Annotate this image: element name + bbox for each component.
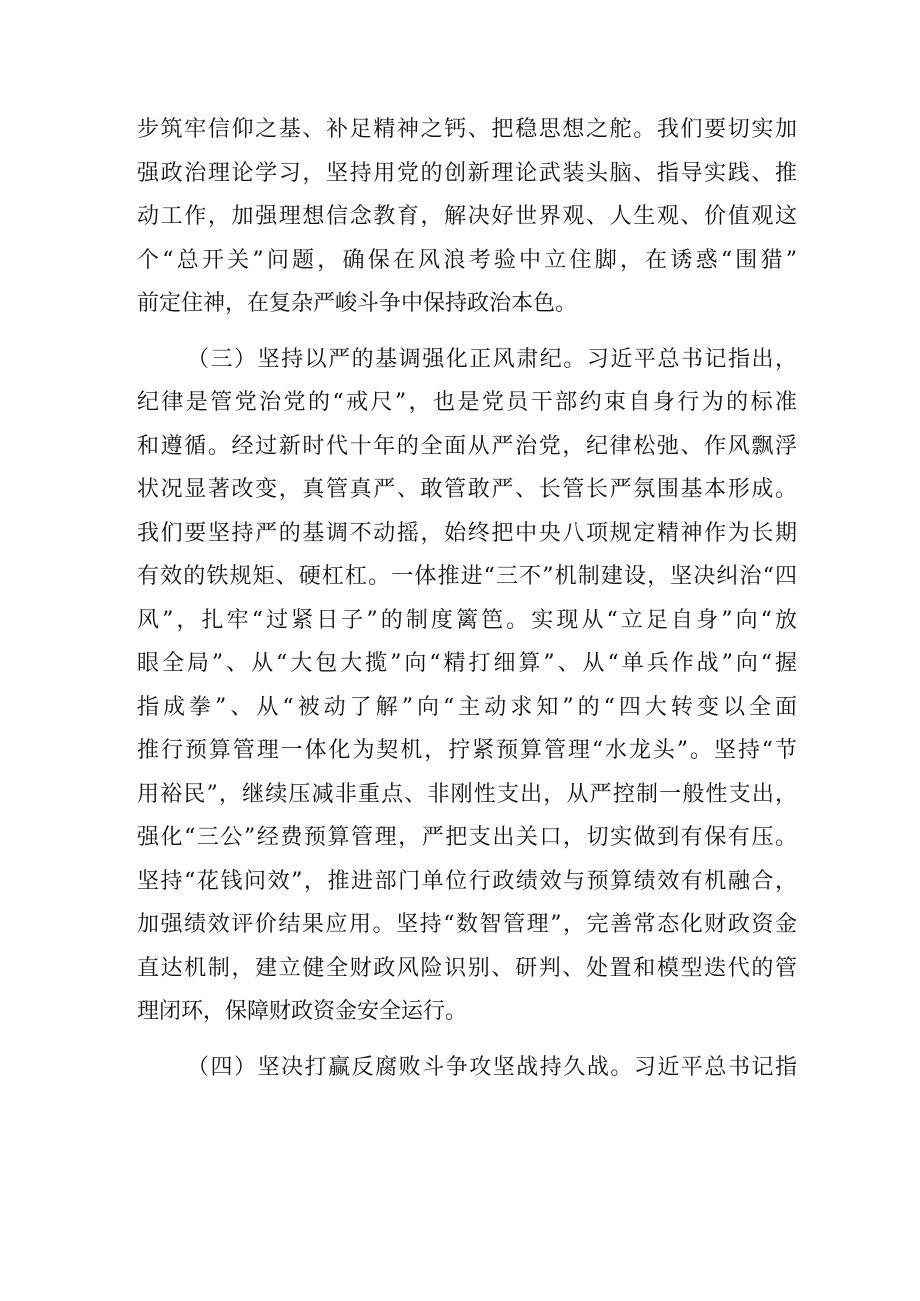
text-line: 动工作，加强理想信念教育，解决好世界观、人生观、价值观这 (137, 204, 797, 229)
text-line: 理闭环，保障财政资金安全运行。 (137, 999, 468, 1024)
paragraph-spacer (137, 326, 797, 338)
text-line: 用裕民”，继续压减非重点、非刚性支出，从严控制一般性支出， (137, 781, 797, 807)
document-body (137, 108, 797, 1089)
text-line: 状况显著改变，真管真严、敢管敢严、长管长严氛围基本形成。 (137, 477, 797, 502)
paragraph-section-4 (137, 1046, 797, 1090)
paragraph-continuation (137, 108, 797, 326)
paragraph-spacer (137, 1034, 797, 1046)
text-line: 直达机制，建立健全财政风险识别、研判、处置和模型迭代的管 (137, 955, 797, 981)
text-line: （三）坚持以严的基调强化正风肃纪。习近平总书记指出， (187, 346, 797, 372)
text-line: 个“总开关”问题，确保在风浪考验中立住脚，在诱惑“围猎” (137, 247, 797, 273)
text-line: 步筑牢信仰之基、补足精神之钙、把稳思想之舵。我们要切实加 (137, 117, 797, 142)
text-line: 强政治理论学习，坚持用党的创新理论武装头脑、指导实践、推 (137, 160, 797, 186)
text-line: 坚持“花钱问效”，推进部门单位行政绩效与预算绩效有机融合， (137, 868, 797, 894)
text-line: 前定住神，在复杂严峻斗争中保持政治本色。 (137, 291, 578, 316)
text-line: （四）坚决打赢反腐败斗争攻坚战持久战。习近平总书记指 (187, 1054, 797, 1080)
text-line: 眼全局”、从“大包大揽”向“精打细算”、从“单兵作战”向“握 (137, 651, 797, 676)
paragraph-section-3 (137, 338, 797, 1034)
text-line: 加强绩效评价结果应用。坚持“数智管理”，完善常态化财政资金 (137, 912, 797, 937)
text-line: 指成拳”、从“被动了解”向“主动求知”的“四大转变以全面 (137, 694, 797, 720)
text-line: 我们要坚持严的基调不动摇，始终把中央八项规定精神作为长期 (137, 520, 797, 546)
text-line: 强化“三公”经费预算管理，严把支出关口，切实做到有保有压。 (137, 825, 797, 850)
text-line: 有效的铁规矩、硬杠杠。一体推进“三不”机制建设，坚决纠治“四 (137, 564, 797, 589)
text-line: 纪律是管党治党的“戒尺”，也是党员干部约束自身行为的标准 (137, 390, 797, 415)
text-line: 风”，扎牢“过紧日子”的制度篱笆。实现从“立足自身”向“放 (137, 607, 797, 633)
text-line: 推行预算管理一体化为契机，拧紧预算管理“水龙头”。坚持“节 (137, 738, 797, 763)
text-line: 和遵循。经过新时代十年的全面从严治党，纪律松弛、作风飘浮 (137, 433, 797, 459)
